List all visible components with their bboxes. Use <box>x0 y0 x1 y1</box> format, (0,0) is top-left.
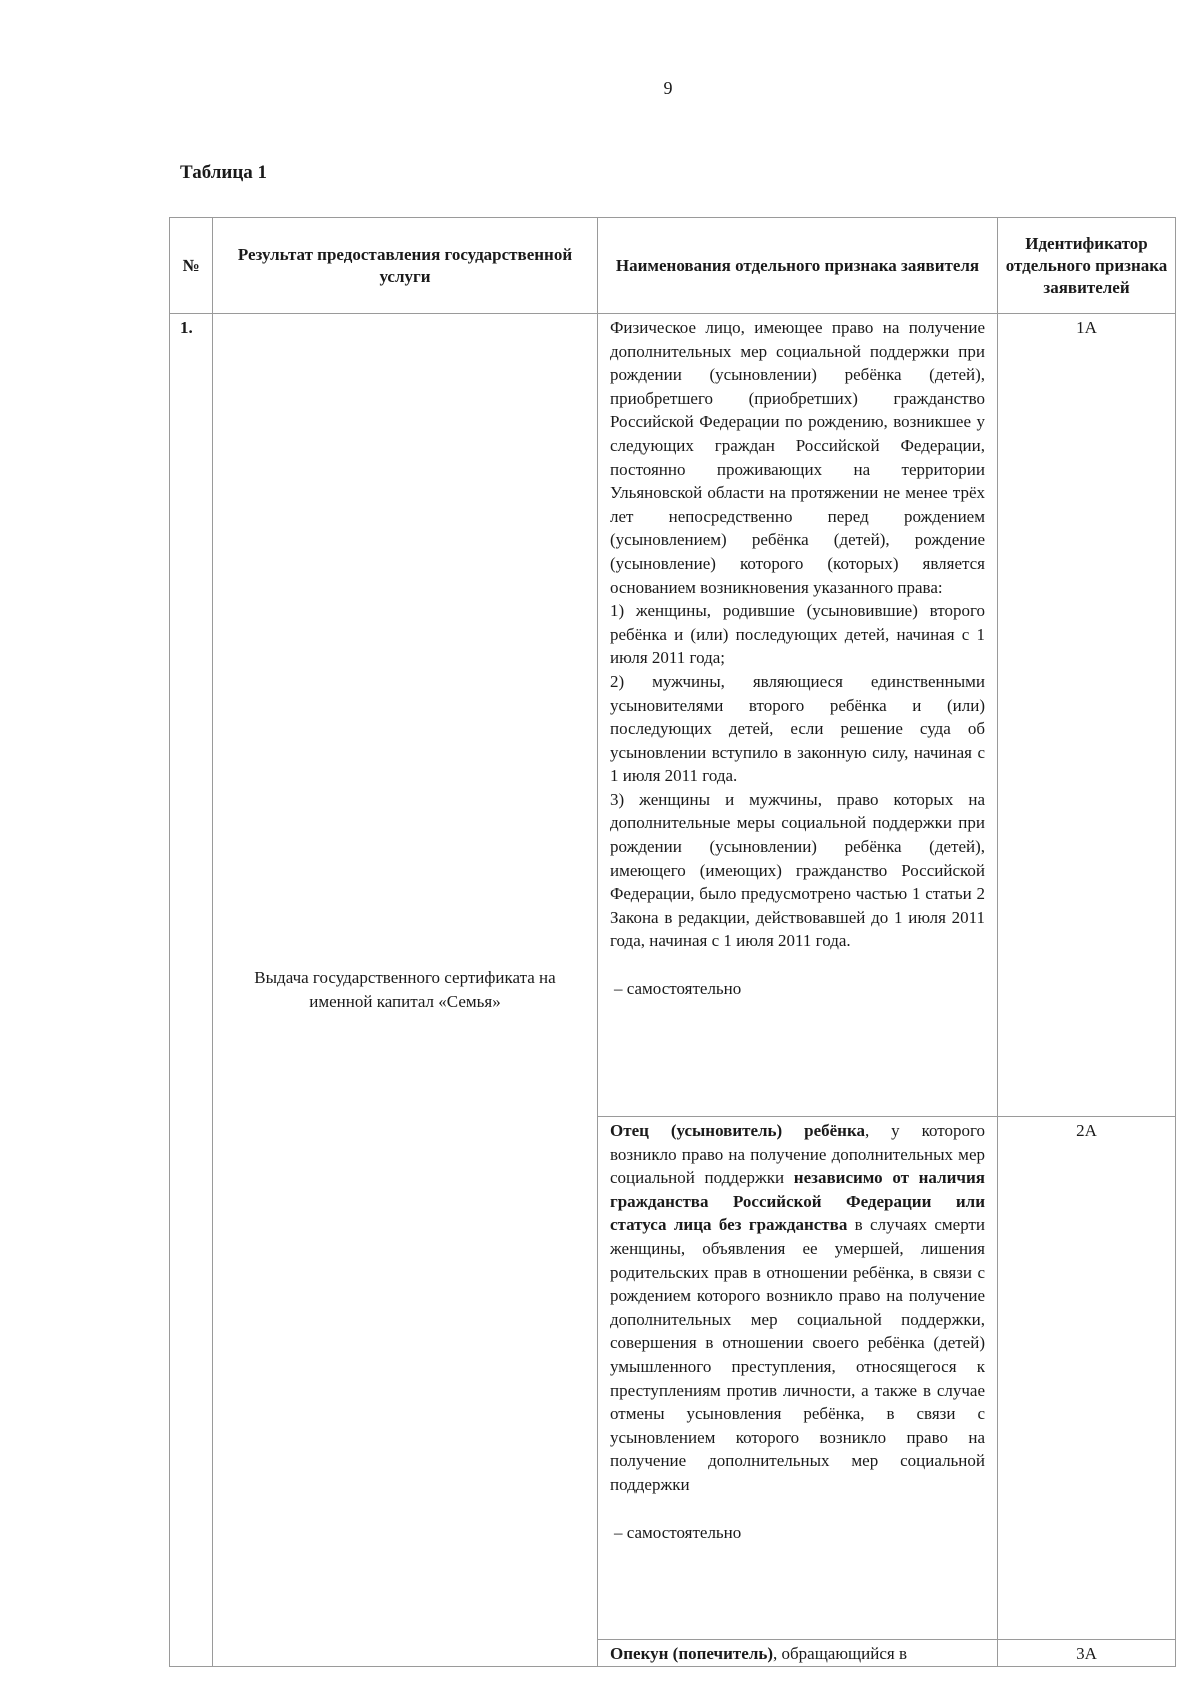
sign-1a-mode: – самостоятельно <box>614 979 742 999</box>
sign-1a-item2: 2) мужчины, являющиеся единственными усыновителями второго ребёнка и (или) последующих детей, если решение суда об усыновлении вступило в законную силу, начиная с 1 июля 2011 года. <box>610 671 985 786</box>
table-caption: Таблица 1 <box>180 162 268 183</box>
sign-cell-3a <box>598 1640 998 1667</box>
id-2a: 2А <box>998 1117 1176 1640</box>
row-number: 1. <box>170 314 213 1667</box>
sign-3a-text1: , обращающийся в <box>773 1644 907 1663</box>
sign-1a-item1: 1) женщины, родившие (усыновившие) второго ребёнка и (или) последующих детей, начиная с 1 июля 2011 года; <box>610 601 985 668</box>
sign-2a-bold1: Отец (усыновитель) ребёнка <box>610 1121 865 1140</box>
sign-2a-text <box>610 1119 985 1497</box>
id-1a: 1А <box>998 314 1176 1117</box>
sign-2a-text1: , у которого возникло право на получение дополнительных мер социальной поддержки <box>610 1121 985 1188</box>
header-sign: Наименования отдельного признака заявителя <box>598 218 998 314</box>
table-row <box>170 314 1176 1117</box>
result-text: Выдача государственного сертификата на именной капитал «Семья» <box>213 314 598 1667</box>
applicant-table <box>169 217 1176 1667</box>
sign-3a-text <box>610 1642 985 1666</box>
sign-cell-2a <box>598 1117 998 1640</box>
sign-2a-mode: – самостоятельно <box>614 1522 742 1542</box>
header-id: Идентификатор отдельного признака заявителей <box>998 218 1176 314</box>
header-num: № <box>170 218 213 314</box>
header-result: Результат предоставления государственной услуги <box>213 218 598 314</box>
sign-2a-text2: в случаях смерти женщины, объявления ее умершей, лишения родительских прав в отношении ребёнка, в связи с рождением которого возникло право на получение дополнительных мер социальной поддержки, совершения в отношении своего ребёнка (детей) умышленного преступления, относящегося к преступлениям против личности, а также в случае отмены усыновления ребёнка, в связи с усыновлением которого возникло право на получение дополнительных мер социальной поддержки <box>610 1215 985 1494</box>
sign-1a-intro: Физическое лицо, имеющее право на получение дополнительных мер социальной поддержки при рождении (усыновлении) ребёнка (детей), приобретшего (приобретших) гражданство Российской Федерации по рождению, возникшее у следующих граждан Российской Федерации, постоянно проживающих на территории Ульяновской области на протяжении не менее трёх лет непосредственно перед рождением (усыновлением) ребёнка (детей), рождение (усыновление) которого (которых) является основанием возникновения указанного права: <box>610 318 985 597</box>
id-3a: 3А <box>998 1640 1176 1667</box>
sign-3a-bold1: Опекун (попечитель) <box>610 1644 774 1663</box>
sign-cell-1a <box>598 314 998 1117</box>
page-number: 9 <box>663 78 673 98</box>
sign-2a-bold2: независимо от наличия гражданства Российской Федерации или статуса лица без гражданства <box>610 1168 985 1235</box>
table-header-row <box>170 218 1176 314</box>
sign-1a-item3: 3) женщины и мужчины, право которых на дополнительные меры социальной поддержки при рождении (усыновлении) ребёнка (детей), имеющего (имеющих) гражданство Российской Федерации, было предусмотрено частью 1 статьи 2 Закона в редакции, действовавшей до 1 июля 2011 года, начиная с 1 июля 2011 года. <box>610 789 985 951</box>
